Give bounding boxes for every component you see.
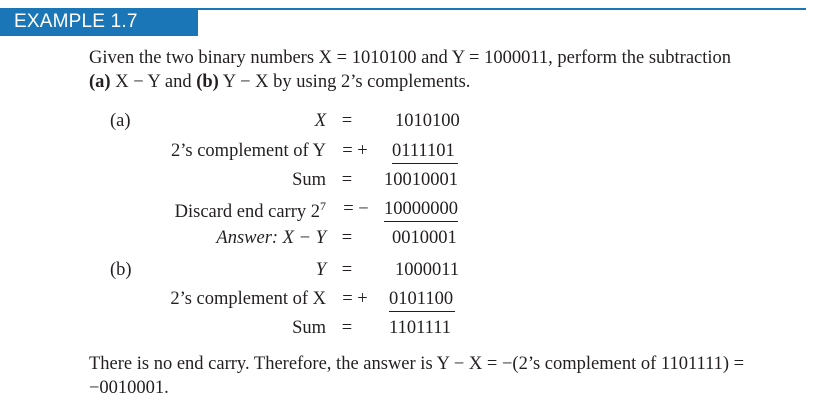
part-a-row-1-lhs: X bbox=[314, 111, 326, 131]
problem-line-2 bbox=[89, 70, 731, 94]
part-a-row-4-op: = − bbox=[343, 199, 369, 219]
part-a-row-4-lhs bbox=[175, 199, 326, 223]
part-a-row-4-lhs-text: Discard end carry 2 bbox=[174, 202, 320, 223]
part-a-ref: (a) bbox=[89, 72, 111, 92]
part-a-row-2-lhs: 2’s complement of Y bbox=[171, 141, 326, 161]
part-a-label: (a) bbox=[110, 111, 131, 131]
problem-line-2-mid2: Y − X by using 2’s complements. bbox=[218, 72, 471, 92]
part-a-row-2-op: = + bbox=[342, 141, 368, 161]
part-b-row-1-op: = bbox=[341, 260, 353, 280]
part-a-row-2-val: 0111101 bbox=[392, 141, 458, 164]
example-header bbox=[0, 8, 198, 36]
part-a-row-5-op: = bbox=[341, 228, 353, 248]
part-a-row-4-val: 10000000 bbox=[384, 199, 458, 222]
part-b-label: (b) bbox=[110, 260, 132, 280]
part-a-row-3-lhs: Sum bbox=[292, 170, 326, 190]
header-rule bbox=[198, 8, 806, 10]
part-b-row-3-op: = bbox=[341, 318, 353, 338]
part-a-row-4-sup: 7 bbox=[320, 199, 326, 213]
part-b-row-3-lhs: Sum bbox=[292, 318, 326, 338]
part-a-row-1-val: 1010100 bbox=[395, 111, 460, 131]
part-b-row-2-lhs: 2’s complement of X bbox=[170, 289, 326, 309]
conclusion bbox=[89, 352, 744, 400]
part-b-row-1-lhs: Y bbox=[315, 260, 326, 280]
problem-statement bbox=[89, 46, 731, 94]
part-a-row-1-op: = bbox=[341, 111, 353, 131]
part-a-row-5-val: 0010001 bbox=[392, 228, 457, 248]
part-a-row-3-op: = bbox=[341, 170, 353, 190]
part-b-row-3-val: 1101111 bbox=[389, 318, 452, 338]
example-title: EXAMPLE 1.7 bbox=[14, 11, 138, 32]
part-a-row-5-lhs: Answer: X − Y bbox=[216, 228, 326, 248]
conclusion-line-1: There is no end carry. Therefore, the answer is Y − X = −(2’s complement of 1101111) = bbox=[89, 354, 745, 374]
conclusion-line-2: −0010001. bbox=[89, 378, 169, 398]
part-b-row-1-val: 1000011 bbox=[395, 260, 460, 280]
problem-line-1: Given the two binary numbers X = 1010100 and Y = 1000011, perform the subtraction bbox=[89, 48, 732, 68]
problem-line-2-mid1: X − Y and bbox=[110, 72, 197, 92]
part-a-row-3-val: 10010001 bbox=[384, 170, 458, 190]
part-b-row-2-op: = + bbox=[342, 289, 368, 309]
part-b-row-2-val: 0101100 bbox=[389, 289, 455, 312]
part-b-ref: (b) bbox=[196, 72, 219, 92]
